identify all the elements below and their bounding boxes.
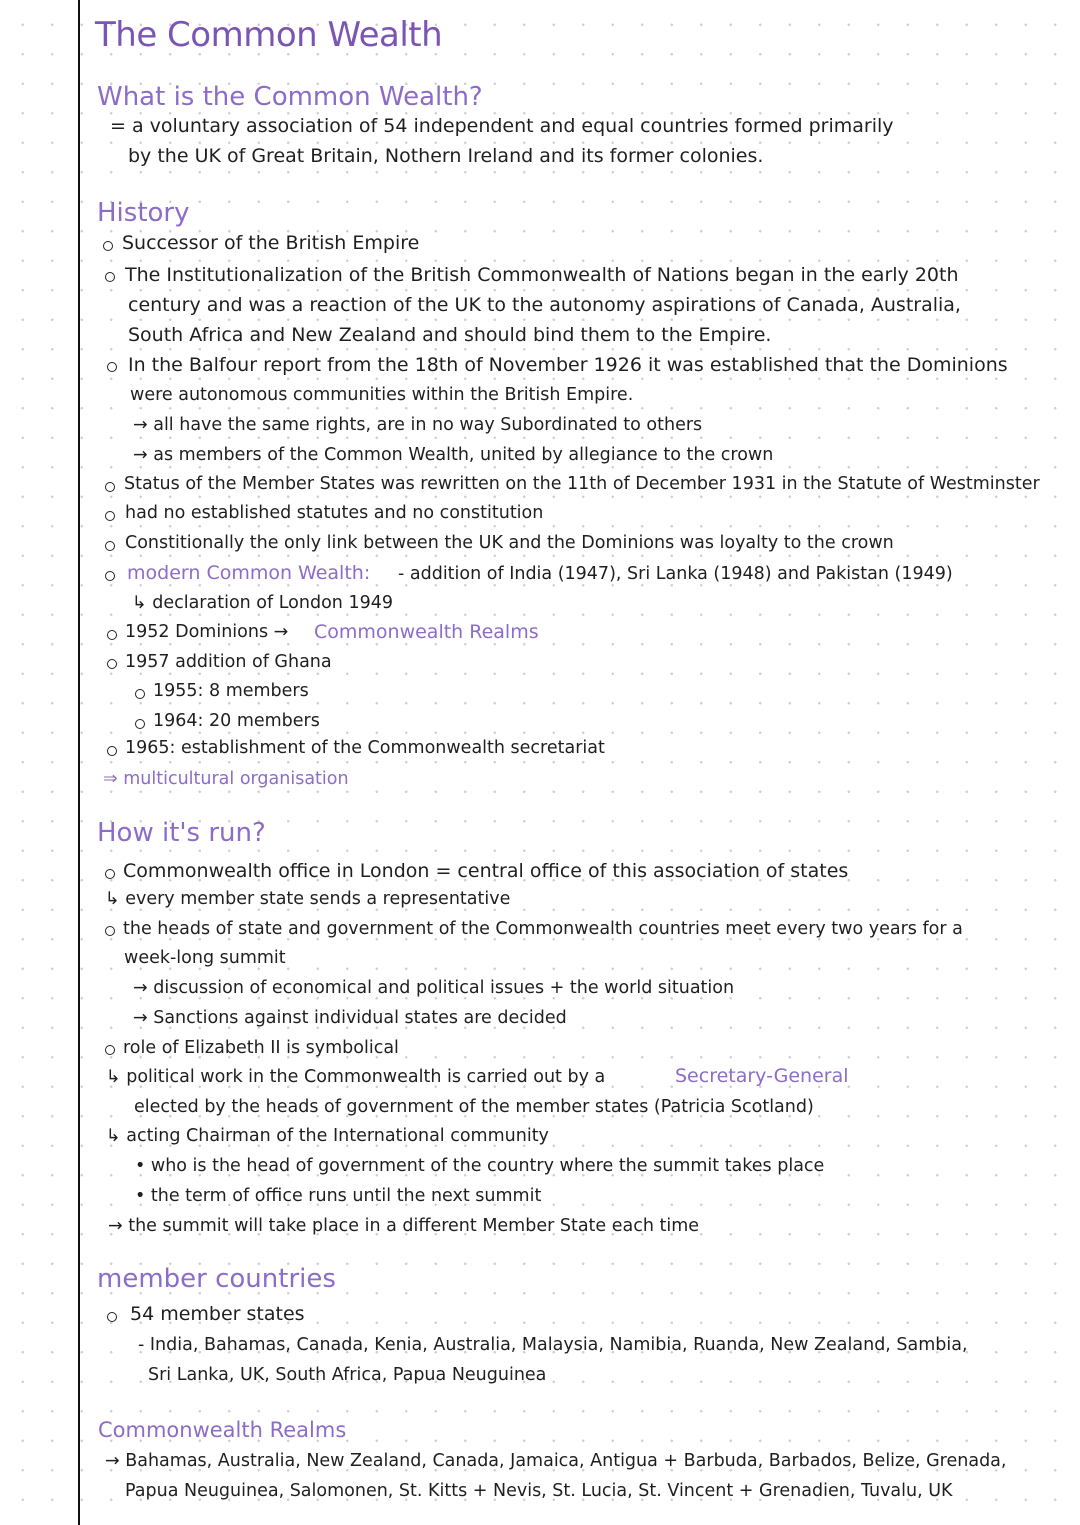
run-line-1: Commonwealth office in London = central office of this association of states xyxy=(123,860,849,882)
bullet-icon xyxy=(103,241,113,251)
history-line-19: ⇒ multicultural organisation xyxy=(103,769,349,789)
run-line-2: ↳ every member state sends a representative xyxy=(105,889,511,909)
bullet-icon xyxy=(105,926,115,936)
history-line-4: South Africa and New Zealand and should bind them to the Empire. xyxy=(128,324,772,346)
page-title: The Common Wealth xyxy=(95,15,443,55)
history-line-13: ↳ declaration of London 1949 xyxy=(132,593,393,613)
history-line-5: In the Balfour report from the 18th of November 1926 it was established that the Dominions xyxy=(128,354,1008,376)
heading-history: History xyxy=(97,198,190,228)
heading-how-run: How it's run? xyxy=(97,818,266,848)
bullet-icon xyxy=(107,1312,117,1322)
run-line-10: ↳ acting Chairman of the International community xyxy=(106,1126,549,1146)
history-line-6: were autonomous communities within the British Empire. xyxy=(130,385,634,405)
run-line-12: • the term of office runs until the next summit xyxy=(135,1186,542,1206)
realms-line-1: → Bahamas, Australia, New Zealand, Canada, Jamaica, Antigua + Barbuda, Barbados, Belize, Grenada, xyxy=(105,1451,1007,1471)
bullet-icon xyxy=(105,511,115,521)
history-line-2: The Institutionalization of the British Commonwealth of Nations began in the early 20th xyxy=(125,264,959,286)
modern-commonwealth-label: modern Common Wealth: xyxy=(127,562,371,584)
what-line-1: = a voluntary association of 54 independent and equal countries formed primarily xyxy=(110,115,894,137)
commonwealth-realms-term: Commonwealth Realms xyxy=(314,621,539,643)
bullet-icon xyxy=(135,719,145,729)
realms-line-2: Papua Neuguinea, Salomonen, St. Kitts + Nevis, St. Lucia, St. Vincent + Grenadien, Tuvalu, UK xyxy=(125,1481,953,1501)
heading-what-is: What is the Common Wealth? xyxy=(97,82,483,112)
bullet-icon xyxy=(107,746,117,756)
history-line-15: 1957 addition of Ghana xyxy=(125,652,332,672)
history-line-17: 1964: 20 members xyxy=(153,711,320,731)
history-line-8: → as members of the Common Wealth, united by allegiance to the crown xyxy=(133,445,774,465)
bullet-icon xyxy=(105,541,115,551)
margin-line xyxy=(78,0,80,1525)
run-line-6: → Sanctions against individual states are decided xyxy=(133,1008,567,1028)
members-line-1: 54 member states xyxy=(130,1303,305,1325)
bullet-icon xyxy=(107,659,117,669)
history-line-7: → all have the same rights, are in no way Subordinated to others xyxy=(133,415,703,435)
history-line-14: 1952 Dominions → xyxy=(125,622,289,642)
run-line-5: → discussion of economical and political issues + the world situation xyxy=(133,978,735,998)
bullet-icon xyxy=(105,482,115,492)
bullet-icon xyxy=(107,362,117,372)
run-line-8: ↳ political work in the Commonwealth is carried out by a xyxy=(106,1067,606,1087)
bullet-icon xyxy=(135,689,145,699)
members-line-3: Sri Lanka, UK, South Africa, Papua Neuguinea xyxy=(148,1365,547,1385)
bullet-icon xyxy=(107,630,117,640)
history-line-12: - addition of India (1947), Sri Lanka (1948) and Pakistan (1949) xyxy=(398,564,953,584)
run-line-3: the heads of state and government of the Commonwealth countries meet every two years for a xyxy=(123,919,963,939)
heading-member-countries: member countries xyxy=(97,1264,336,1294)
history-line-18: 1965: establishment of the Commonwealth secretariat xyxy=(125,738,605,758)
what-line-2: by the UK of Great Britain, Nothern Ireland and its former colonies. xyxy=(128,145,764,167)
history-line-16: 1955: 8 members xyxy=(153,681,309,701)
run-line-4: week-long summit xyxy=(124,948,286,968)
history-line-3: century and was a reaction of the UK to the autonomy aspirations of Canada, Australia, xyxy=(128,294,961,316)
bullet-icon xyxy=(105,571,115,581)
history-line-9: Status of the Member States was rewritten on the 11th of December 1931 in the Statute of Westminster xyxy=(124,474,1040,494)
history-line-10: had no established statutes and no constitution xyxy=(125,503,544,523)
run-line-13: → the summit will take place in a different Member State each time xyxy=(108,1216,700,1236)
bullet-icon xyxy=(105,869,115,879)
bullet-icon xyxy=(105,1045,115,1055)
members-line-2: - India, Bahamas, Canada, Kenia, Australia, Malaysia, Namibia, Ruanda, New Zealand, Sambia, xyxy=(138,1335,968,1355)
run-line-7: role of Elizabeth II is symbolical xyxy=(123,1038,399,1058)
run-line-9: elected by the heads of government of the member states (Patricia Scotland) xyxy=(134,1097,814,1117)
bullet-icon xyxy=(105,272,115,282)
history-line-1: Successor of the British Empire xyxy=(122,232,420,254)
run-line-11: • who is the head of government of the country where the summit takes place xyxy=(135,1156,825,1176)
heading-commonwealth-realms: Commonwealth Realms xyxy=(98,1418,347,1442)
secretary-general-term: Secretary-General xyxy=(675,1065,849,1087)
history-line-11: Constitionally the only link between the UK and the Dominions was loyalty to the crown xyxy=(125,533,894,553)
